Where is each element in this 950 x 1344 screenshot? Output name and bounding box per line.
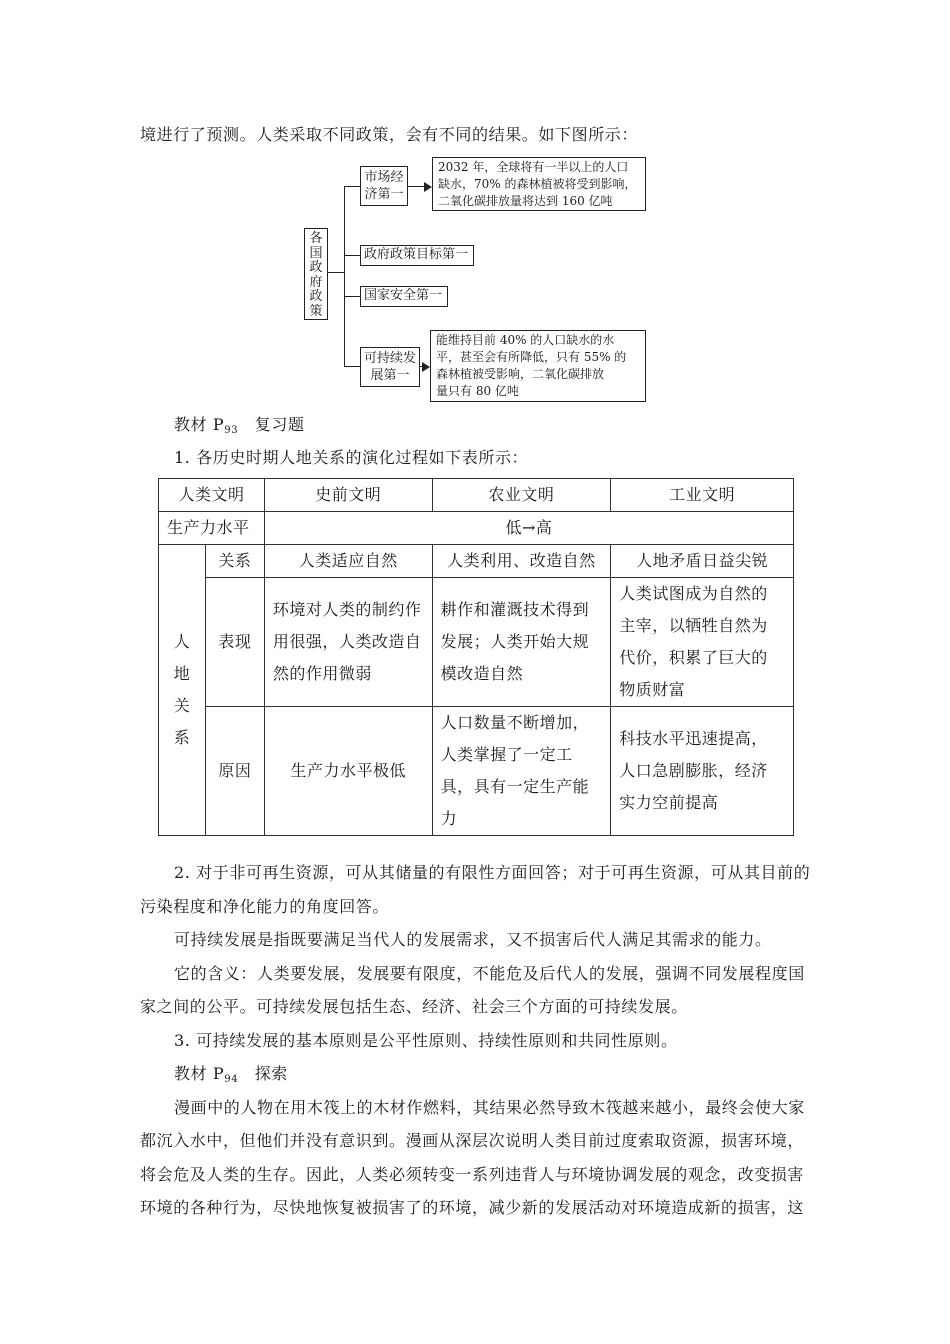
closing-line: 漫画中的人物在用木筏上的木材作燃料，其结果必然导致木筏越来越小，最终会使大家 xyxy=(174,1098,805,1117)
cell-line: 科技水平迅速提高， xyxy=(619,729,768,748)
cell-line: 发展；人类开始大规 xyxy=(440,632,590,651)
group-label-char: 系 xyxy=(173,728,191,747)
table-cell: 人类适应自然 xyxy=(264,545,432,578)
paragraph-line: 它的含义：人类要发展，发展要有限度，不能危及后代人的发展，强调不同发展程度国 xyxy=(174,964,805,983)
cell-line: 人口急剧膨胀，经济 xyxy=(619,761,768,780)
group-label-char: 地 xyxy=(173,664,191,683)
result-line: 缺水，70% 的森林植被将受到影响， xyxy=(438,177,637,191)
table-row xyxy=(159,545,794,578)
result-line: 二氧化碳排放量将达到 160 亿吨 xyxy=(438,194,613,208)
ref-page: 93 xyxy=(224,425,239,436)
productivity-label: 生产力水平 xyxy=(159,512,265,545)
cell-line: 人类试图成为自然的 xyxy=(619,584,768,603)
productivity-value: 低→高 xyxy=(264,512,793,545)
table-row xyxy=(159,512,794,545)
branch-market-economy xyxy=(360,166,408,206)
closing-line: 环境的各种行为，尽快地恢复被损害了的环境，减少新的发展活动对环境造成新的损害，这 xyxy=(140,1198,805,1217)
branch-sustainable-development xyxy=(360,347,420,387)
table-cell xyxy=(611,707,794,836)
ref-prefix: 教材 P xyxy=(174,1064,225,1083)
cell-line: 具，具有一定生产能 xyxy=(440,777,590,796)
cell-line: 环境对人类的制约作 xyxy=(272,600,422,619)
connector xyxy=(344,186,345,366)
table-header-row xyxy=(159,479,794,512)
connector xyxy=(328,272,344,273)
ref-suffix: 复习题 xyxy=(238,415,305,434)
table-cell xyxy=(432,707,611,836)
row-label: 原因 xyxy=(205,707,264,836)
connector xyxy=(344,186,360,187)
root-char: 政 xyxy=(309,260,323,275)
ref-suffix: 探索 xyxy=(238,1064,289,1083)
paragraph-line: 3. 可持续发展的基本原则是公平性原则、持续性原则和共同性原则。 xyxy=(174,1031,678,1050)
ref-prefix: 教材 P xyxy=(174,415,225,434)
group-label-char: 人 xyxy=(173,632,191,651)
table-header-cell: 人类文明 xyxy=(159,479,265,512)
branch-national-security: 国家安全第一 xyxy=(360,286,448,307)
table-header-cell: 农业文明 xyxy=(432,479,611,512)
connector xyxy=(344,296,360,297)
branch-label-line: 济第一 xyxy=(364,187,404,202)
root-char: 政 xyxy=(309,289,323,304)
result-line: 平，甚至会有所降低，只有 55% 的 xyxy=(436,350,627,364)
connector xyxy=(344,255,360,256)
branch-label-line: 市场经 xyxy=(364,170,404,185)
result-line: 森林植被受影响，二氧化碳排放 xyxy=(436,367,605,381)
closing-line: 都沉入水中，但他们并没有意识到。漫画从深层次说明人类目前过度索取资源，损害环境， xyxy=(140,1131,805,1150)
intro-line: 境进行了预测。人类采取不同政策，会有不同的结果。如下图所示： xyxy=(140,125,639,144)
result-market-economy xyxy=(432,157,646,211)
result-sustainable-development xyxy=(430,330,646,402)
table-row xyxy=(159,707,794,836)
table-header-cell: 史前文明 xyxy=(264,479,432,512)
cell-line: 模改造自然 xyxy=(440,664,524,683)
cell-line: 然的作用微弱 xyxy=(272,664,372,683)
ref-page: 94 xyxy=(224,1074,239,1085)
cell-line: 主宰，以牺牲自然为 xyxy=(619,616,768,635)
branch-government-policy: 政府政策目标第一 xyxy=(360,245,474,266)
closing-line: 将会危及人类的生存。因此，人类必须转变一系列违背人与环境协调发展的观念，改变损害 xyxy=(140,1165,805,1184)
table-cell xyxy=(264,578,432,707)
table-cell xyxy=(432,578,611,707)
group-label-char: 关 xyxy=(173,696,191,715)
root-char: 府 xyxy=(309,274,323,290)
row-label: 表现 xyxy=(205,578,264,707)
question-1-intro: 1. 各历史时期人地关系的演化过程如下表所示： xyxy=(174,448,529,467)
result-line: 量只有 80 亿吨 xyxy=(436,384,519,398)
table-cell: 人地矛盾日益尖锐 xyxy=(611,545,794,578)
cell-line: 实力空前提高 xyxy=(619,793,719,812)
result-line: 2032 年，全球将有一半以上的人口 xyxy=(438,160,629,174)
branch-label-line: 展第一 xyxy=(370,368,410,383)
root-char: 国 xyxy=(309,245,323,261)
table-cell: 人类利用、改造自然 xyxy=(432,545,611,578)
civilization-table xyxy=(158,478,794,836)
table-cell xyxy=(611,578,794,707)
diagram-root-box xyxy=(304,228,328,320)
textbook-ref-p93 xyxy=(174,414,820,442)
branch-label-line: 可持续发 xyxy=(363,351,416,366)
row-label: 关系 xyxy=(205,545,264,578)
cell-line: 代价，积累了巨大的 xyxy=(619,648,768,667)
cell-line: 力 xyxy=(440,809,458,828)
textbook-ref-p94 xyxy=(174,1063,820,1091)
root-char: 策 xyxy=(309,303,323,319)
paragraph-line: 可持续发展是指既要满足当代人的发展需求，又不损害后代人满足其需求的能力。 xyxy=(174,930,772,949)
group-label-cell xyxy=(159,545,206,836)
cell-line: 耕作和灌溉技术得到 xyxy=(440,600,590,619)
table-cell: 生产力水平极低 xyxy=(264,707,432,836)
paragraph-line: 2. 对于非可再生资源，可从其储量的有限性方面回答；对于可再生资源，可从其目前的 xyxy=(174,863,811,882)
cell-line: 人类掌握了一定工 xyxy=(440,745,573,764)
arrow-head-icon xyxy=(422,362,430,372)
arrow-head-icon xyxy=(424,182,432,192)
root-char: 各 xyxy=(309,231,323,246)
connector xyxy=(344,366,360,367)
table-row xyxy=(159,578,794,707)
cell-line: 物质财富 xyxy=(619,680,686,699)
cell-line: 人口数量不断增加， xyxy=(440,713,590,732)
cell-line: 用很强，人类改造自 xyxy=(272,632,422,651)
paragraph-line: 污染程度和净化能力的角度回答。 xyxy=(140,897,390,916)
result-line: 能维持目前 40% 的人口缺水的水 xyxy=(436,333,615,347)
paragraph-line: 家之间的公平。可持续发展包括生态、经济、社会三个方面的可持续发展。 xyxy=(140,997,688,1016)
table-header-cell: 工业文明 xyxy=(611,479,794,512)
